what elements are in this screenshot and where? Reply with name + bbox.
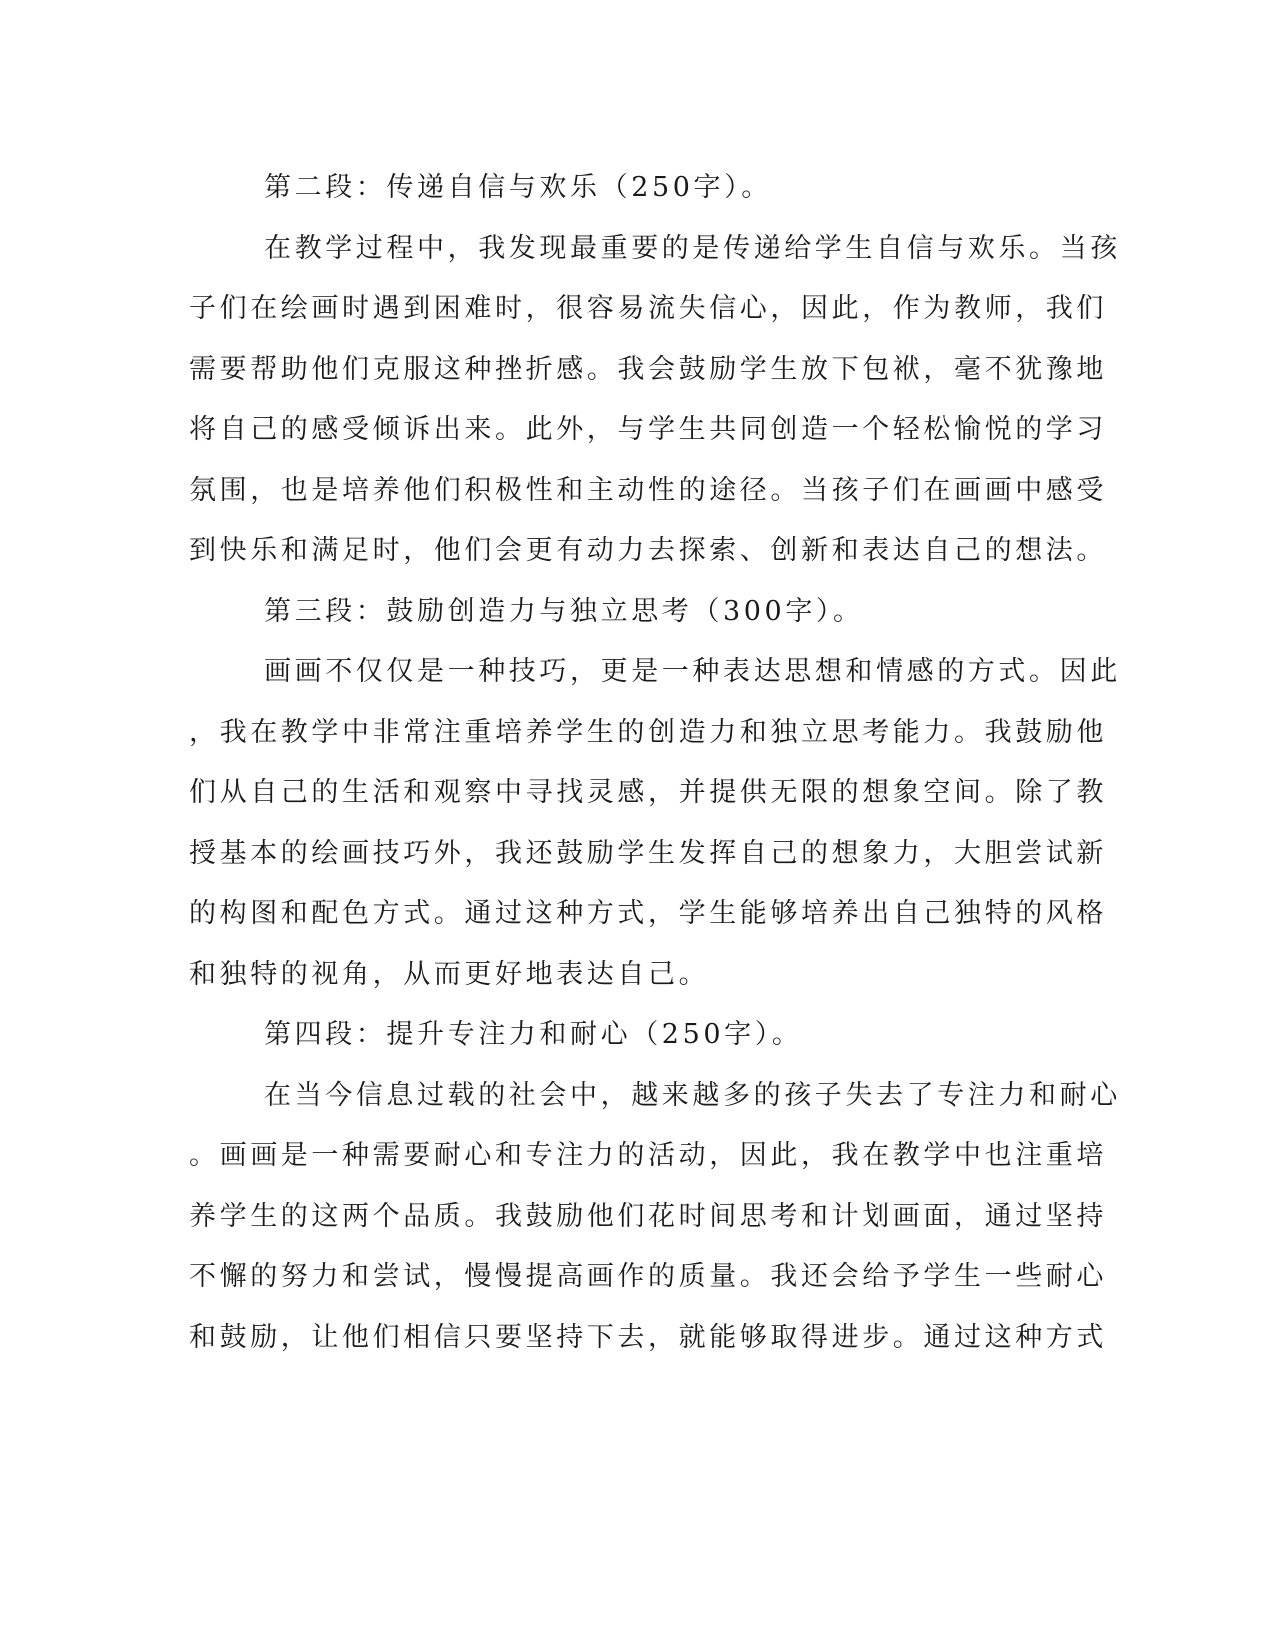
section-heading-3: 第三段：鼓励创造力与独立思考（300字）。 xyxy=(264,595,864,627)
paragraph-line: 。画画是一种需要耐心和专注力的活动，因此，我在教学中也注重培 xyxy=(189,1140,1107,1171)
section-heading-2: 第二段：传递自信与欢乐（250字）。 xyxy=(264,172,772,203)
paragraph-line: 们从自己的生活和观察中寻找灵感，并提供无限的想象空间。除了教 xyxy=(189,777,1107,808)
document-body xyxy=(189,158,1121,1368)
paragraph-line: 画画不仅仅是一种技巧，更是一种表达思想和情感的方式。因此 xyxy=(264,656,1121,687)
paragraph-line: ，我在教学中非常注重培养学生的创造力和独立思考能力。我鼓励他 xyxy=(189,716,1107,748)
paragraph-line: 将自己的感受倾诉出来。此外，与学生共同创造一个轻松愉悦的学习 xyxy=(189,414,1107,445)
paragraph-line: 氛围，也是培养他们积极性和主动性的途径。当孩子们在画画中感受 xyxy=(189,474,1107,506)
paragraph-line: 在教学过程中，我发现最重要的是传递给学生自信与欢乐。当孩 xyxy=(264,232,1121,264)
paragraph-line: 和鼓励，让他们相信只要坚持下去，就能够取得进步。通过这种方式 xyxy=(189,1321,1107,1353)
paragraph-line: 子们在绘画时遇到困难时，很容易流失信心，因此，作为教师，我们 xyxy=(189,293,1107,324)
paragraph-line: 到快乐和满足时，他们会更有动力去探索、创新和表达自己的想法。 xyxy=(189,535,1107,566)
paragraph-line: 在当今信息过载的社会中，越来越多的孩子失去了专注力和耐心 xyxy=(264,1079,1121,1111)
paragraph-line: 需要帮助他们克服这种挫折感。我会鼓励学生放下包袱，毫不犹豫地 xyxy=(189,353,1107,385)
paragraph-line: 养学生的这两个品质。我鼓励他们花时间思考和计划画面，通过坚持 xyxy=(189,1200,1107,1232)
section-heading-4: 第四段：提升专注力和耐心（250字）。 xyxy=(264,1019,803,1050)
paragraph-line: 和独特的视角，从而更好地表达自己。 xyxy=(189,958,710,990)
paragraph-line: 的构图和配色方式。通过这种方式，学生能够培养出自己独特的风格 xyxy=(189,898,1107,929)
paragraph-line: 不懈的努力和尝试，慢慢提高画作的质量。我还会给予学生一些耐心 xyxy=(189,1261,1107,1292)
paragraph-line: 授基本的绘画技巧外，我还鼓励学生发挥自己的想象力，大胆尝试新 xyxy=(189,837,1107,869)
